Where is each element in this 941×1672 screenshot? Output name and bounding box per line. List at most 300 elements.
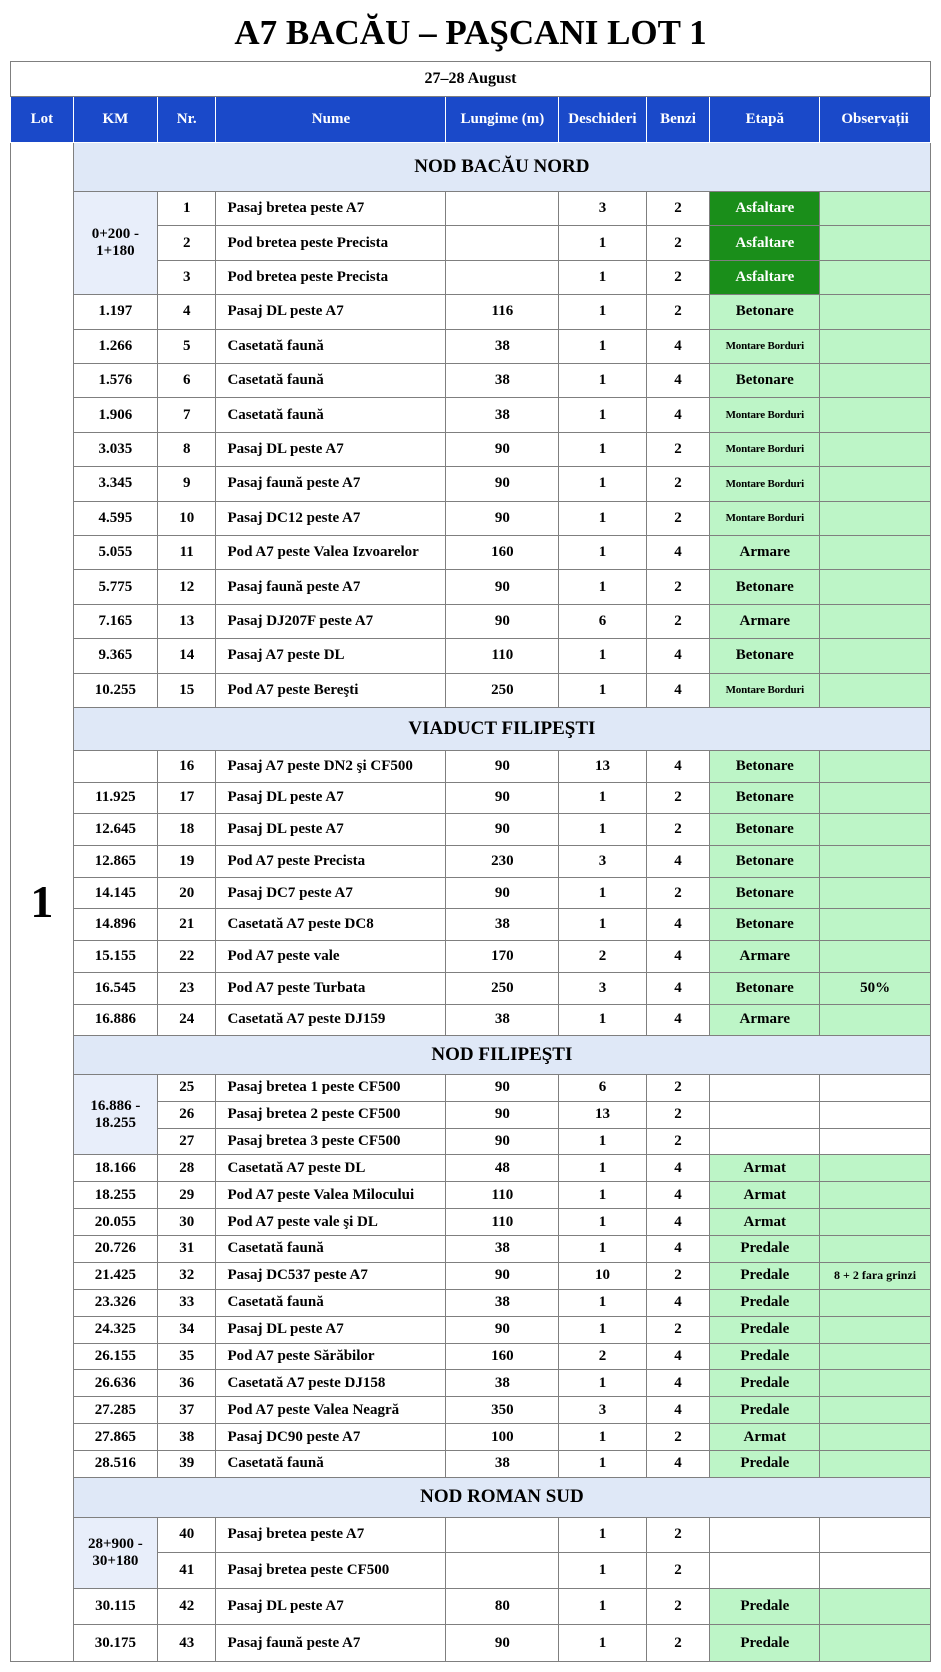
observations-cell bbox=[820, 941, 931, 973]
km-text-line: 28.516 bbox=[94, 1455, 136, 1472]
name-cell: Casetată A7 peste DL bbox=[216, 1155, 446, 1182]
km-text-line: 11.925 bbox=[95, 789, 136, 806]
length-cell: 90 bbox=[446, 1262, 559, 1289]
lanes-cell: 4 bbox=[646, 941, 710, 973]
stage-badge: Predale bbox=[710, 1262, 820, 1289]
stage-badge: Betonare bbox=[710, 846, 820, 878]
nr-cell: 22 bbox=[157, 941, 216, 973]
km-cell bbox=[73, 972, 157, 1004]
lanes-cell: 2 bbox=[646, 1074, 710, 1101]
km-cell bbox=[73, 1209, 157, 1236]
observations-cell bbox=[820, 329, 931, 363]
table-row bbox=[11, 1450, 931, 1477]
col-header-lot: Lot bbox=[11, 97, 74, 142]
lanes-cell: 2 bbox=[646, 814, 710, 846]
lanes-cell: 4 bbox=[646, 846, 710, 878]
stage-badge: Armat bbox=[710, 1424, 820, 1451]
observations-cell bbox=[820, 1289, 931, 1316]
table-row bbox=[11, 1262, 931, 1289]
km-text-line: 30.115 bbox=[95, 1597, 136, 1614]
length-cell: 90 bbox=[446, 432, 559, 466]
table-row bbox=[11, 398, 931, 432]
nr-cell: 9 bbox=[157, 467, 216, 501]
col-header-deschideri: Deschideri bbox=[559, 97, 646, 142]
length-cell: 160 bbox=[446, 535, 559, 569]
km-text-line: 30+180 bbox=[92, 1552, 139, 1569]
km-text-line: 4.595 bbox=[98, 509, 133, 526]
name-cell: Casetată A7 peste DC8 bbox=[216, 909, 446, 941]
stage-badge: Montare Borduri bbox=[710, 432, 820, 466]
lanes-cell: 4 bbox=[646, 1370, 710, 1397]
stage-badge: Predale bbox=[710, 1316, 820, 1343]
km-cell bbox=[73, 846, 157, 878]
km-cell bbox=[73, 1397, 157, 1424]
km-cell bbox=[73, 192, 157, 295]
lanes-cell: 4 bbox=[646, 1004, 710, 1036]
km-text-line: 14.896 bbox=[94, 916, 136, 933]
table-row bbox=[11, 1155, 931, 1182]
km-cell bbox=[73, 639, 157, 673]
table-row bbox=[11, 941, 931, 973]
observations-cell bbox=[820, 570, 931, 604]
table-row bbox=[11, 295, 931, 329]
name-cell: Pod bretea peste Precista bbox=[216, 226, 446, 260]
km-cell bbox=[73, 432, 157, 466]
length-cell: 38 bbox=[446, 1004, 559, 1036]
length-cell: 230 bbox=[446, 846, 559, 878]
lanes-cell: 2 bbox=[646, 1588, 710, 1625]
length-cell: 38 bbox=[446, 1450, 559, 1477]
km-text-line: 7.165 bbox=[98, 612, 133, 629]
lanes-cell: 2 bbox=[646, 1262, 710, 1289]
openings-cell: 1 bbox=[559, 1588, 646, 1625]
km-cell bbox=[73, 1625, 157, 1662]
observations-cell bbox=[820, 909, 931, 941]
stage-badge: Betonare bbox=[710, 877, 820, 909]
stage-badge: Armat bbox=[710, 1155, 820, 1182]
lanes-cell: 4 bbox=[646, 329, 710, 363]
stage-badge: Asfaltare bbox=[710, 260, 820, 294]
name-cell: Pod A7 peste vale bbox=[216, 941, 446, 973]
table-row bbox=[11, 1424, 931, 1451]
length-cell: 160 bbox=[446, 1343, 559, 1370]
km-cell bbox=[73, 1182, 157, 1209]
table-row bbox=[11, 1588, 931, 1625]
km-text-line: 16.545 bbox=[94, 979, 136, 996]
name-cell: Casetată faună bbox=[216, 1289, 446, 1316]
length-cell: 80 bbox=[446, 1588, 559, 1625]
length-cell bbox=[446, 192, 559, 226]
name-cell: Pod A7 peste Valea Izvoarelor bbox=[216, 535, 446, 569]
openings-cell: 10 bbox=[559, 1262, 646, 1289]
openings-cell: 1 bbox=[559, 432, 646, 466]
km-cell bbox=[73, 941, 157, 973]
observations-cell bbox=[820, 1128, 931, 1155]
stage-badge: Armare bbox=[710, 604, 820, 638]
nr-cell: 3 bbox=[157, 260, 216, 294]
openings-cell: 1 bbox=[559, 1182, 646, 1209]
lanes-cell: 4 bbox=[646, 1182, 710, 1209]
km-text-line: 1+180 bbox=[96, 243, 135, 260]
name-cell: Pod A7 peste Precista bbox=[216, 846, 446, 878]
observations-cell bbox=[820, 639, 931, 673]
length-cell bbox=[446, 1553, 559, 1588]
km-cell bbox=[73, 1343, 157, 1370]
openings-cell: 1 bbox=[559, 1209, 646, 1236]
length-cell: 90 bbox=[446, 604, 559, 638]
openings-cell: 1 bbox=[559, 1155, 646, 1182]
km-cell bbox=[73, 329, 157, 363]
openings-cell: 1 bbox=[559, 814, 646, 846]
nr-cell: 25 bbox=[157, 1074, 216, 1101]
km-cell bbox=[73, 1236, 157, 1263]
observations-cell bbox=[820, 1316, 931, 1343]
lanes-cell: 2 bbox=[646, 295, 710, 329]
openings-cell: 1 bbox=[559, 1517, 646, 1552]
stage-badge bbox=[710, 1074, 820, 1101]
stage-badge: Predale bbox=[710, 1236, 820, 1263]
name-cell: Pasaj A7 peste DN2 şi CF500 bbox=[216, 750, 446, 782]
table-row bbox=[11, 604, 931, 638]
observations-cell bbox=[820, 1588, 931, 1625]
length-cell: 90 bbox=[446, 877, 559, 909]
lanes-cell: 2 bbox=[646, 1553, 710, 1588]
name-cell: Pasaj DL peste A7 bbox=[216, 432, 446, 466]
nr-cell: 19 bbox=[157, 846, 216, 878]
km-text-line: 20.726 bbox=[94, 1240, 136, 1257]
km-text-line: 20.055 bbox=[94, 1213, 136, 1230]
name-cell: Pasaj A7 peste DL bbox=[216, 639, 446, 673]
table-row bbox=[11, 1517, 931, 1552]
nr-cell: 34 bbox=[157, 1316, 216, 1343]
table-row bbox=[11, 329, 931, 363]
nr-cell: 13 bbox=[157, 604, 216, 638]
name-cell: Casetată A7 peste DJ158 bbox=[216, 1370, 446, 1397]
km-cell bbox=[73, 364, 157, 398]
km-text-line: 16.886 bbox=[94, 1011, 136, 1028]
km-text-line: 1.906 bbox=[98, 406, 133, 423]
observations-cell bbox=[820, 1074, 931, 1101]
observations-cell bbox=[820, 673, 931, 707]
name-cell: Pod A7 peste Turbata bbox=[216, 972, 446, 1004]
nr-cell: 14 bbox=[157, 639, 216, 673]
km-text-line: 5.775 bbox=[98, 578, 133, 595]
openings-cell: 3 bbox=[559, 846, 646, 878]
openings-cell: 1 bbox=[559, 1370, 646, 1397]
openings-cell: 1 bbox=[559, 909, 646, 941]
openings-cell: 1 bbox=[559, 673, 646, 707]
table-row bbox=[11, 1182, 931, 1209]
observations-cell bbox=[820, 1155, 931, 1182]
name-cell: Pasaj DL peste A7 bbox=[216, 782, 446, 814]
length-cell: 48 bbox=[446, 1155, 559, 1182]
nr-cell: 28 bbox=[157, 1155, 216, 1182]
openings-cell: 2 bbox=[559, 941, 646, 973]
observations-cell bbox=[820, 260, 931, 294]
stage-badge: Predale bbox=[710, 1370, 820, 1397]
km-text-line: 0+200 - bbox=[91, 226, 140, 243]
name-cell: Pasaj DC12 peste A7 bbox=[216, 501, 446, 535]
name-cell: Casetată A7 peste DJ159 bbox=[216, 1004, 446, 1036]
km-cell bbox=[73, 1517, 157, 1588]
km-text-line: 9.365 bbox=[98, 647, 133, 664]
km-cell bbox=[73, 1370, 157, 1397]
table-row bbox=[11, 846, 931, 878]
section-row bbox=[11, 1477, 931, 1517]
km-text-line: 12.865 bbox=[94, 852, 136, 869]
length-cell: 90 bbox=[446, 1101, 559, 1128]
lanes-cell: 4 bbox=[646, 1397, 710, 1424]
lanes-cell: 2 bbox=[646, 1517, 710, 1552]
km-cell bbox=[73, 877, 157, 909]
km-cell bbox=[73, 814, 157, 846]
observations-cell bbox=[820, 782, 931, 814]
section-row bbox=[11, 1036, 931, 1075]
table-row bbox=[11, 782, 931, 814]
nr-cell: 31 bbox=[157, 1236, 216, 1263]
name-cell: Casetată faună bbox=[216, 1236, 446, 1263]
observations-cell bbox=[820, 467, 931, 501]
km-cell bbox=[73, 398, 157, 432]
name-cell: Pasaj DL peste A7 bbox=[216, 295, 446, 329]
section-title: VIADUCT FILIPEŞTI bbox=[73, 707, 930, 750]
name-cell: Pasaj faună peste A7 bbox=[216, 570, 446, 604]
lanes-cell: 2 bbox=[646, 1625, 710, 1662]
lanes-cell: 2 bbox=[646, 192, 710, 226]
openings-cell: 1 bbox=[559, 639, 646, 673]
stage-badge: Betonare bbox=[710, 750, 820, 782]
length-cell: 170 bbox=[446, 941, 559, 973]
nr-cell: 41 bbox=[157, 1553, 216, 1588]
lanes-cell: 2 bbox=[646, 467, 710, 501]
lanes-cell: 4 bbox=[646, 909, 710, 941]
openings-cell: 1 bbox=[559, 1004, 646, 1036]
nr-cell: 11 bbox=[157, 535, 216, 569]
km-text-line: 3.345 bbox=[98, 475, 133, 492]
nr-cell: 38 bbox=[157, 1424, 216, 1451]
km-text-line: 1.197 bbox=[98, 303, 133, 320]
nr-cell: 27 bbox=[157, 1128, 216, 1155]
lanes-cell: 2 bbox=[646, 1128, 710, 1155]
length-cell: 90 bbox=[446, 1128, 559, 1155]
nr-cell: 24 bbox=[157, 1004, 216, 1036]
nr-cell: 18 bbox=[157, 814, 216, 846]
length-cell: 38 bbox=[446, 329, 559, 363]
stage-badge: Asfaltare bbox=[710, 192, 820, 226]
name-cell: Pasaj bretea peste A7 bbox=[216, 1517, 446, 1552]
stage-badge: Predale bbox=[710, 1625, 820, 1662]
table-row bbox=[11, 972, 931, 1004]
stage-badge: Betonare bbox=[710, 570, 820, 604]
length-cell bbox=[446, 226, 559, 260]
name-cell: Pod bretea peste Precista bbox=[216, 260, 446, 294]
table-row bbox=[11, 1625, 931, 1662]
lanes-cell: 4 bbox=[646, 972, 710, 1004]
openings-cell: 1 bbox=[559, 1128, 646, 1155]
lanes-cell: 2 bbox=[646, 1316, 710, 1343]
km-cell bbox=[73, 782, 157, 814]
table-row bbox=[11, 1236, 931, 1263]
km-cell bbox=[73, 570, 157, 604]
table-row bbox=[11, 1209, 931, 1236]
nr-cell: 12 bbox=[157, 570, 216, 604]
nr-cell: 15 bbox=[157, 673, 216, 707]
length-cell bbox=[446, 1517, 559, 1552]
observations-cell bbox=[820, 501, 931, 535]
section-title: NOD BACĂU NORD bbox=[73, 142, 930, 191]
structures-table bbox=[10, 61, 931, 1662]
length-cell: 90 bbox=[446, 1316, 559, 1343]
openings-cell: 2 bbox=[559, 1343, 646, 1370]
openings-cell: 1 bbox=[559, 501, 646, 535]
stage-badge: Armare bbox=[710, 941, 820, 973]
km-cell bbox=[73, 1450, 157, 1477]
name-cell: Casetată faună bbox=[216, 364, 446, 398]
km-text-line: 24.325 bbox=[94, 1321, 136, 1338]
length-cell: 90 bbox=[446, 750, 559, 782]
openings-cell: 1 bbox=[559, 1316, 646, 1343]
name-cell: Pasaj DC537 peste A7 bbox=[216, 1262, 446, 1289]
nr-cell: 30 bbox=[157, 1209, 216, 1236]
section-row bbox=[11, 142, 931, 191]
observations-cell bbox=[820, 814, 931, 846]
observations-cell bbox=[820, 295, 931, 329]
nr-cell: 7 bbox=[157, 398, 216, 432]
nr-cell: 23 bbox=[157, 972, 216, 1004]
observations-cell bbox=[820, 1343, 931, 1370]
stage-badge: Montare Borduri bbox=[710, 398, 820, 432]
openings-cell: 6 bbox=[559, 604, 646, 638]
name-cell: Pasaj DJ207F peste A7 bbox=[216, 604, 446, 638]
stage-badge: Betonare bbox=[710, 814, 820, 846]
name-cell: Pasaj DL peste A7 bbox=[216, 814, 446, 846]
table-row bbox=[11, 535, 931, 569]
km-text-line: 10.255 bbox=[94, 681, 136, 698]
observations-cell bbox=[820, 750, 931, 782]
stage-badge: Armare bbox=[710, 535, 820, 569]
section-title: NOD ROMAN SUD bbox=[73, 1477, 930, 1517]
date-cell: 27–28 August bbox=[11, 62, 931, 97]
length-cell: 110 bbox=[446, 1182, 559, 1209]
length-cell: 90 bbox=[446, 501, 559, 535]
name-cell: Pod A7 peste Valea Neagră bbox=[216, 1397, 446, 1424]
name-cell: Casetată faună bbox=[216, 329, 446, 363]
observations-cell bbox=[820, 1517, 931, 1552]
nr-cell: 8 bbox=[157, 432, 216, 466]
table-row bbox=[11, 501, 931, 535]
nr-cell: 26 bbox=[157, 1101, 216, 1128]
col-header-etapa: Etapă bbox=[710, 97, 820, 142]
table-row bbox=[11, 639, 931, 673]
observations-cell bbox=[820, 1397, 931, 1424]
length-cell: 38 bbox=[446, 364, 559, 398]
table-row bbox=[11, 814, 931, 846]
lanes-cell: 4 bbox=[646, 1236, 710, 1263]
col-header-km: KM bbox=[73, 97, 157, 142]
openings-cell: 1 bbox=[559, 260, 646, 294]
openings-cell: 1 bbox=[559, 877, 646, 909]
table-row bbox=[11, 1074, 931, 1101]
lanes-cell: 4 bbox=[646, 639, 710, 673]
nr-cell: 16 bbox=[157, 750, 216, 782]
lanes-cell: 2 bbox=[646, 570, 710, 604]
nr-cell: 39 bbox=[157, 1450, 216, 1477]
lanes-cell: 2 bbox=[646, 1424, 710, 1451]
stage-badge: Montare Borduri bbox=[710, 467, 820, 501]
length-cell: 90 bbox=[446, 467, 559, 501]
openings-cell: 1 bbox=[559, 535, 646, 569]
km-text-line: 27.285 bbox=[94, 1401, 136, 1418]
name-cell: Pasaj DL peste A7 bbox=[216, 1588, 446, 1625]
name-cell: Pasaj faună peste A7 bbox=[216, 1625, 446, 1662]
name-cell: Pod A7 peste vale şi DL bbox=[216, 1209, 446, 1236]
lanes-cell: 2 bbox=[646, 782, 710, 814]
observations-cell bbox=[820, 1553, 931, 1588]
lanes-cell: 2 bbox=[646, 260, 710, 294]
table-row bbox=[11, 1370, 931, 1397]
table-row bbox=[11, 1343, 931, 1370]
km-text-line: 23.326 bbox=[94, 1294, 136, 1311]
openings-cell: 1 bbox=[559, 467, 646, 501]
page-title: A7 BACĂU – PAŞCANI LOT 1 bbox=[234, 13, 707, 52]
length-cell: 38 bbox=[446, 1236, 559, 1263]
stage-badge: Montare Borduri bbox=[710, 673, 820, 707]
openings-cell: 1 bbox=[559, 398, 646, 432]
observations-cell bbox=[820, 432, 931, 466]
openings-cell: 1 bbox=[559, 1424, 646, 1451]
stage-badge bbox=[710, 1101, 820, 1128]
stage-badge: Predale bbox=[710, 1343, 820, 1370]
name-cell: Pasaj bretea 1 peste CF500 bbox=[216, 1074, 446, 1101]
km-cell bbox=[73, 604, 157, 638]
km-cell bbox=[73, 909, 157, 941]
length-cell: 38 bbox=[446, 909, 559, 941]
nr-cell: 43 bbox=[157, 1625, 216, 1662]
openings-cell: 1 bbox=[559, 364, 646, 398]
openings-cell: 1 bbox=[559, 1289, 646, 1316]
openings-cell: 3 bbox=[559, 972, 646, 1004]
openings-cell: 1 bbox=[559, 1450, 646, 1477]
nr-cell: 10 bbox=[157, 501, 216, 535]
km-cell bbox=[73, 1588, 157, 1625]
km-cell bbox=[73, 467, 157, 501]
nr-cell: 21 bbox=[157, 909, 216, 941]
km-cell bbox=[73, 535, 157, 569]
observations-cell bbox=[820, 192, 931, 226]
stage-badge: Betonare bbox=[710, 295, 820, 329]
stage-badge: Predale bbox=[710, 1588, 820, 1625]
observations-cell bbox=[820, 364, 931, 398]
length-cell: 350 bbox=[446, 1397, 559, 1424]
name-cell: Casetată faună bbox=[216, 1450, 446, 1477]
length-cell: 250 bbox=[446, 972, 559, 1004]
openings-cell: 1 bbox=[559, 1553, 646, 1588]
nr-cell: 20 bbox=[157, 877, 216, 909]
km-text-line: 28+900 - bbox=[87, 1535, 143, 1552]
lanes-cell: 4 bbox=[646, 364, 710, 398]
km-cell bbox=[73, 1316, 157, 1343]
length-cell: 38 bbox=[446, 1289, 559, 1316]
observations-cell bbox=[820, 1182, 931, 1209]
lanes-cell: 2 bbox=[646, 432, 710, 466]
km-text-line: 1.266 bbox=[98, 337, 133, 354]
table-row bbox=[11, 877, 931, 909]
length-cell: 110 bbox=[446, 1209, 559, 1236]
lanes-cell: 4 bbox=[646, 398, 710, 432]
stage-badge: Asfaltare bbox=[710, 226, 820, 260]
openings-cell: 13 bbox=[559, 1101, 646, 1128]
observations-cell bbox=[820, 1424, 931, 1451]
